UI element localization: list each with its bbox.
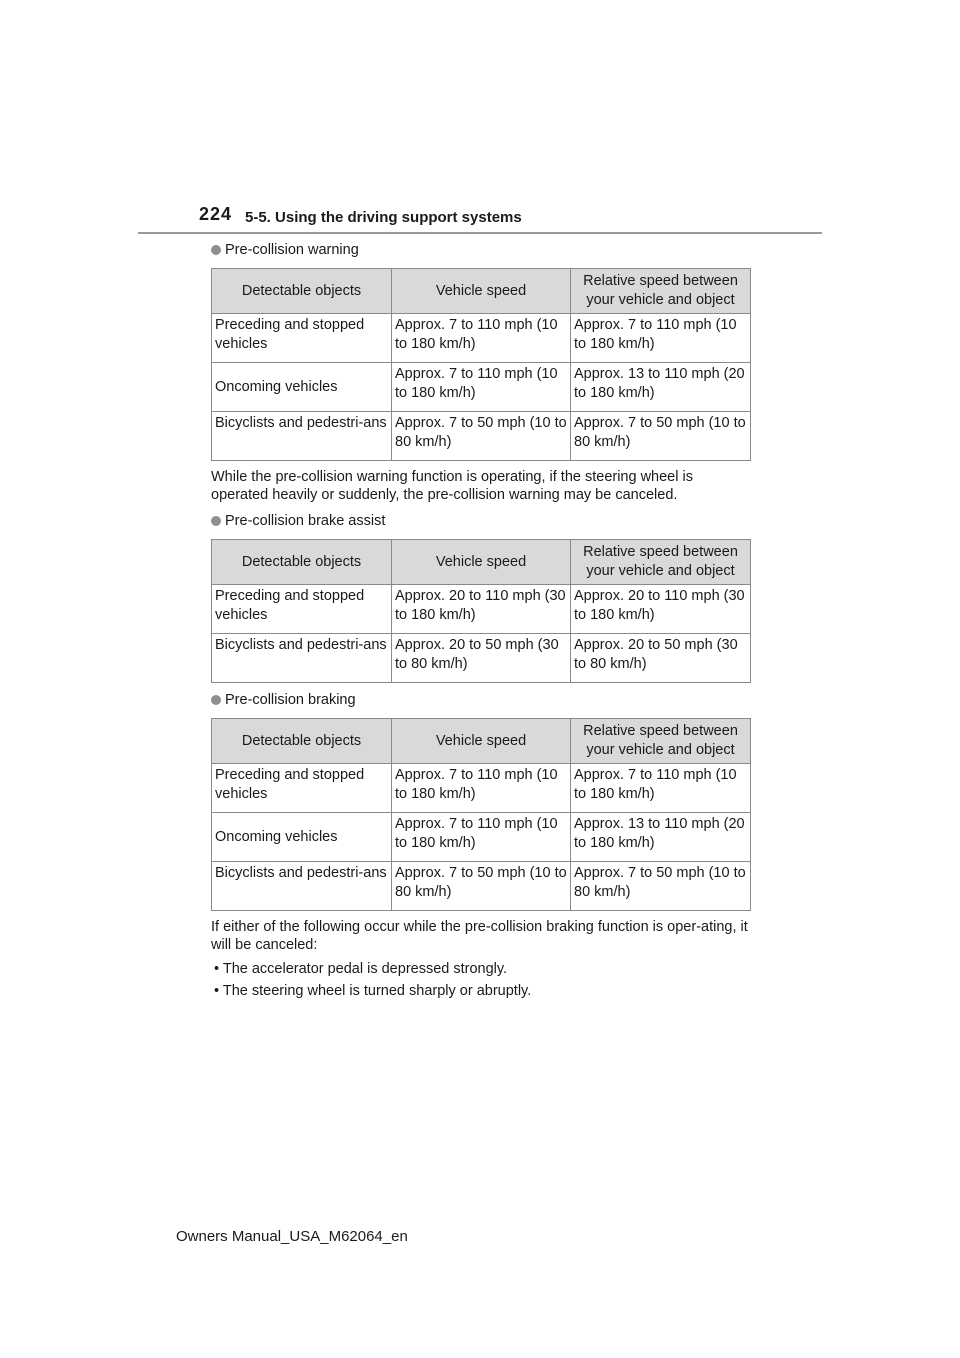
section-heading-text: Pre-collision braking bbox=[225, 692, 356, 708]
warning-note: While the pre-collision warning function is operating, if the steering wheel is operated heavily or suddenly, the pre-collision warning may be canceled. bbox=[211, 469, 693, 503]
table-cell: Approx. 20 to 110 mph (30 to 180 km/h) bbox=[571, 585, 751, 634]
table-header-row bbox=[212, 269, 751, 314]
section-title: 5-5. Using the driving support systems bbox=[245, 209, 522, 226]
table-cell: Approx. 20 to 50 mph (30 to 80 km/h) bbox=[392, 634, 571, 683]
column-header: Vehicle speed bbox=[392, 269, 571, 314]
column-header: Detectable objects bbox=[212, 719, 392, 764]
table-cell: Approx. 7 to 110 mph (10 to 180 km/h) bbox=[571, 314, 751, 363]
list-item-text: The steering wheel is turned sharply or abruptly. bbox=[222, 983, 532, 999]
table-cell: Approx. 7 to 110 mph (10 to 180 km/h) bbox=[392, 813, 571, 862]
table-row bbox=[212, 585, 751, 634]
table-cell: Preceding and stopped vehicles bbox=[212, 314, 392, 363]
column-header: Relative speed between your vehicle and object bbox=[571, 719, 751, 764]
table-header-row bbox=[212, 540, 751, 585]
section-heading-brake-assist bbox=[211, 512, 751, 530]
table-cell: Oncoming vehicles bbox=[212, 813, 392, 862]
table-cell: Approx. 7 to 110 mph (10 to 180 km/h) bbox=[392, 314, 571, 363]
table-cell: Approx. 13 to 110 mph (20 to 180 km/h) bbox=[571, 813, 751, 862]
page-content bbox=[211, 241, 751, 1004]
column-header: Relative speed between your vehicle and object bbox=[571, 269, 751, 314]
column-header: Detectable objects bbox=[212, 269, 392, 314]
table-cell: Approx. 7 to 110 mph (10 to 180 km/h) bbox=[571, 764, 751, 813]
table-cell: Approx. 20 to 50 mph (30 to 80 km/h) bbox=[571, 634, 751, 683]
column-header: Vehicle speed bbox=[392, 719, 571, 764]
table-row bbox=[212, 862, 751, 911]
table-cell: Preceding and stopped vehicles bbox=[212, 764, 392, 813]
section-heading-text: Pre-collision brake assist bbox=[225, 513, 386, 529]
header-rule bbox=[138, 232, 822, 234]
table-cell: Approx. 7 to 50 mph (10 to 80 km/h) bbox=[392, 862, 571, 911]
footer-document-id: Owners Manual_USA_M62064_en bbox=[176, 1228, 408, 1245]
section-heading-text: Pre-collision warning bbox=[225, 242, 359, 258]
table-cell: Approx. 7 to 50 mph (10 to 80 km/h) bbox=[571, 412, 751, 461]
column-header: Relative speed between your vehicle and object bbox=[571, 540, 751, 585]
table-row bbox=[212, 363, 751, 412]
table-row bbox=[212, 634, 751, 683]
list-item: • The accelerator pedal is depressed strongly. bbox=[214, 961, 508, 977]
table-cell: Preceding and stopped vehicles bbox=[212, 585, 392, 634]
table-cell: Approx. 7 to 110 mph (10 to 180 km/h) bbox=[392, 363, 571, 412]
column-header: Detectable objects bbox=[212, 540, 392, 585]
table-cell: Oncoming vehicles bbox=[212, 363, 392, 412]
table-row bbox=[212, 813, 751, 862]
table-cell: Approx. 13 to 110 mph (20 to 180 km/h) bbox=[571, 363, 751, 412]
section-heading-warning bbox=[211, 241, 751, 259]
table-row bbox=[212, 314, 751, 363]
braking-table bbox=[211, 718, 751, 911]
bullet-circle-icon bbox=[211, 695, 221, 705]
bullet-circle-icon bbox=[211, 245, 221, 255]
table-cell: Bicyclists and pedestri-ans bbox=[212, 634, 392, 683]
table-row bbox=[212, 764, 751, 813]
table-cell: Approx. 7 to 50 mph (10 to 80 km/h) bbox=[392, 412, 571, 461]
column-header: Vehicle speed bbox=[392, 540, 571, 585]
section-heading-braking bbox=[211, 691, 751, 709]
warning-table bbox=[211, 268, 751, 461]
list-item-text: The accelerator pedal is depressed strongly. bbox=[222, 961, 508, 977]
table-cell: Approx. 7 to 110 mph (10 to 180 km/h) bbox=[392, 764, 571, 813]
table-cell: Approx. 20 to 110 mph (30 to 180 km/h) bbox=[392, 585, 571, 634]
brake-assist-table bbox=[211, 539, 751, 683]
list-item: • The steering wheel is turned sharply or abruptly. bbox=[214, 983, 532, 999]
table-cell: Approx. 7 to 50 mph (10 to 80 km/h) bbox=[571, 862, 751, 911]
table-row bbox=[212, 412, 751, 461]
braking-note: If either of the following occur while the pre-collision braking function is oper-ating, it will be canceled: bbox=[211, 919, 748, 953]
table-cell: Bicyclists and pedestri-ans bbox=[212, 862, 392, 911]
table-header-row bbox=[212, 719, 751, 764]
table-cell: Bicyclists and pedestri-ans bbox=[212, 412, 392, 461]
page-number: 224 bbox=[199, 204, 233, 224]
bullet-circle-icon bbox=[211, 516, 221, 526]
